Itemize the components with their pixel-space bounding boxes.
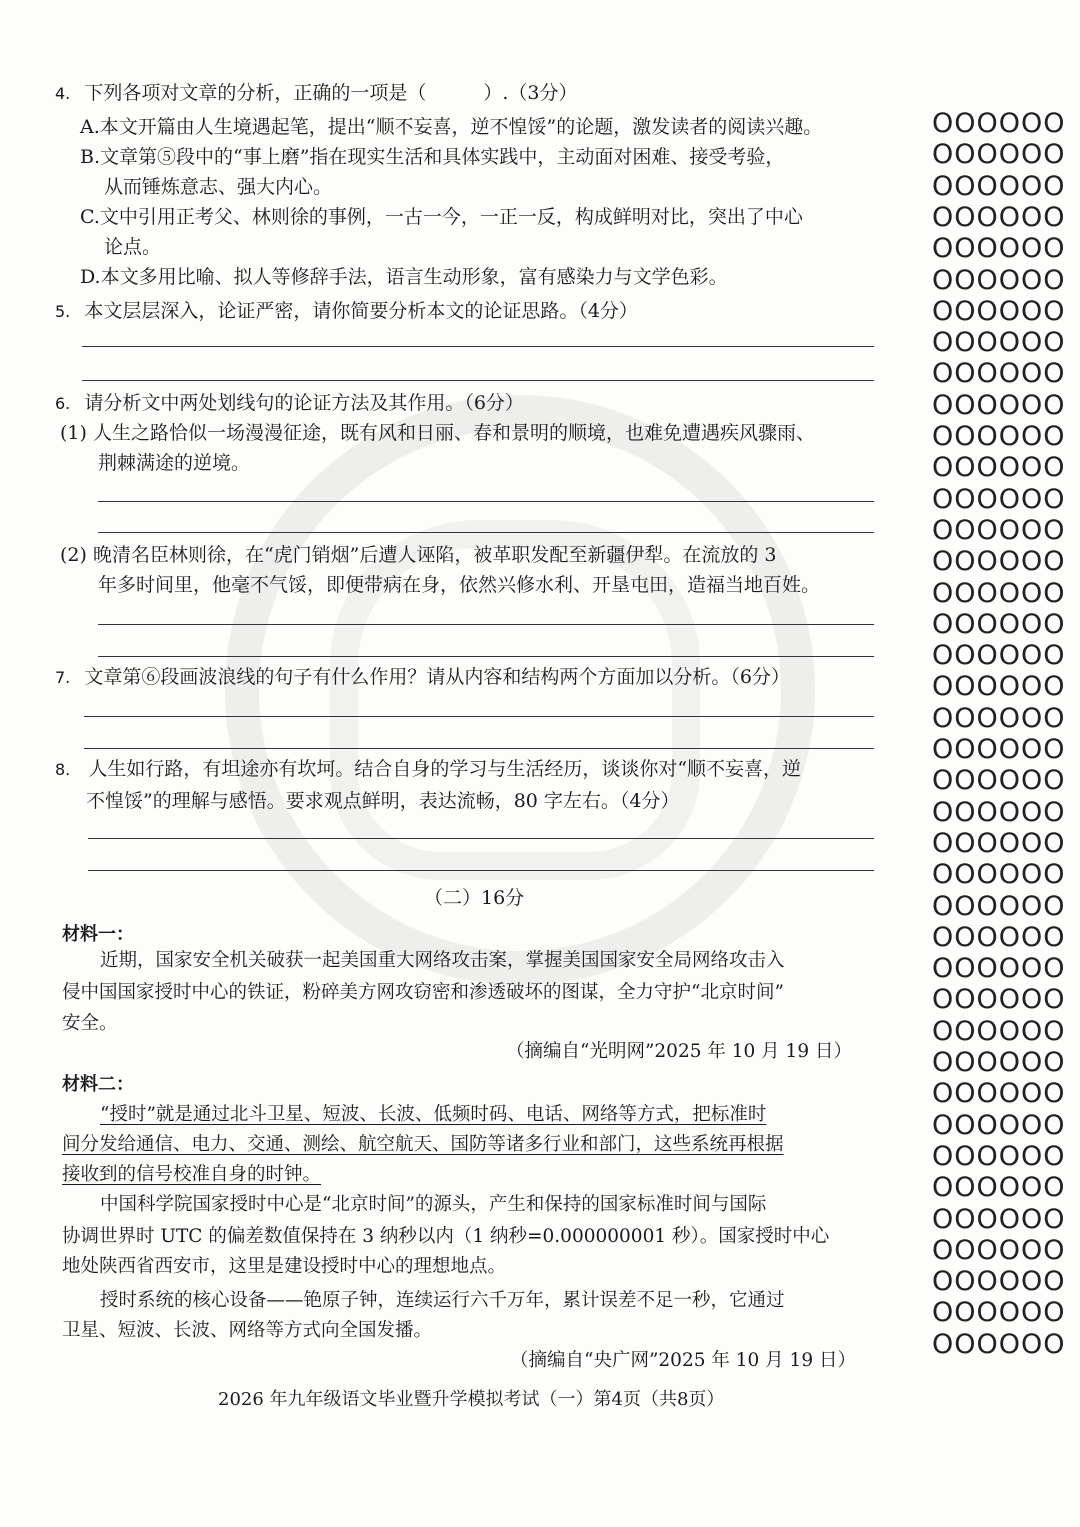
margin-circle-row: OOOOOO [932,577,1066,609]
margin-circle-row: OOOOOO [932,295,1066,327]
material-1-text: 侵中国国家授时中心的铁证，粉碎美方网攻窃密和渗透破坏的图谋，全力守护“北京时间” [62,982,784,1003]
question-8 [55,760,801,779]
question-4 [55,84,577,103]
margin-circle-row: OOOOOO [932,421,1066,452]
question-6 [55,394,524,413]
option-d: D.本文多用比喻、拟人等修辞手法，语言生动形象，富有感染力与文学色彩。 [80,266,728,288]
margin-circle-row: OOOOOO [932,139,1066,171]
margin-circle-row: OOOOOO [932,827,1066,859]
option-b-cont: 从而锤炼意志、强大内心。 [104,176,333,198]
question-number: 4. [55,84,71,103]
material-2-underlined: “授时”就是通过北斗卫星、短波、长波、低频时码、电话、网络等方式，把标准时 [100,1104,767,1125]
margin-circle-row: OOOOOO [932,1328,1066,1360]
margin-circle-row: OOOOOO [932,1015,1066,1047]
question-stem: 文章第⑥段画波浪线的句子有什么作用？请从内容和结构两个方面加以分析。（6分） [84,666,790,688]
margin-circle-row: OOOOOO [932,984,1066,1016]
material-2-underlined: 接收到的信号校准自身的时钟。 [62,1164,322,1185]
margin-circle-row: OOOOOO [932,483,1066,515]
material-2-text: 协调世界时 UTC 的偏差数值保持在 3 纳秒以内（1 纳秒=0.000000001 秒）。国家授时中心 [62,1226,830,1247]
margin-circle-row: OOOOOO [932,327,1066,359]
question-number: 8. [55,760,71,779]
material-1-text: 安全。 [62,1013,118,1034]
margin-circle-row: OOOOOO [932,671,1066,703]
answer-line[interactable] [98,501,874,502]
material-2-source: （摘编自“央广网”2025 年 10 月 19 日） [510,1350,856,1371]
question-number: 7. [55,668,71,687]
sub-question-1: (1) 人生之路恰似一场漫漫征途，既有风和日丽、春和景明的顺境，也难免遭遇疾风骤雨、 [60,422,815,444]
answer-line[interactable] [84,748,874,749]
margin-circle-row: OOOOOO [932,546,1066,578]
margin-circle-row: OOOOOO [932,640,1066,672]
margin-circle-row: OOOOOO [932,1078,1066,1110]
margin-circle-row: OOOOOO [932,702,1066,734]
option-c-cont: 论点。 [104,236,162,258]
question-8-cont: 不惶馁”的理解与感悟。要求观点鲜明，表达流畅，80 字左右。（4分） [86,790,680,812]
answer-line[interactable] [82,346,874,347]
margin-circle-row: OOOOOO [932,452,1066,484]
margin-circle-row: OOOOOO [932,796,1066,828]
question-number: 6. [55,394,71,413]
margin-circle-row: OOOOOO [932,608,1066,640]
option-c: C.文中引用正考父、林则徐的事例，一古一今，一正一反，构成鲜明对比，突出了中心 [80,206,803,228]
margin-circle-row: OOOOOO [932,1297,1066,1329]
margin-circle-row: OOOOOO [932,890,1066,922]
option-b: B.文章第⑤段中的“事上磨”指在现实生活和具体实践中，主动面对困难、接受考验， [80,146,785,168]
margin-circle-row: OOOOOO [932,108,1066,139]
question-stem: 本文层层深入，论证严密，请你简要分析本文的论证思路。（4分） [84,300,638,322]
margin-circle-row: OOOOOO [932,389,1066,421]
margin-circle-row: OOOOOO [932,1234,1066,1266]
margin-circle-row: OOOOOO [932,734,1066,765]
answer-line[interactable] [88,870,874,871]
material-2-text: 授时系统的核心设备——铯原子钟，连续运行六千万年，累计误差不足一秒，它通过 [100,1290,785,1311]
option-a: A.本文开篇由人生境遇起笔，提出“顺不妄喜，逆不惶馁”的论题，激发读者的阅读兴趣。 [80,116,823,138]
margin-circle-row: OOOOOO [932,233,1066,265]
sub-question-2: (2) 晚清名臣林则徐，在“虎门销烟”后遭人诬陷，被革职发配至新疆伊犁。在流放的 3 [60,544,777,566]
material-2-text: 地处陕西省西安市，这里是建设授时中心的理想地点。 [62,1256,507,1277]
margin-circle-row: OOOOOO [932,170,1066,202]
question-stem: 人生如行路，有坦途亦有坎坷。结合自身的学习与生活经历，谈谈你对“顺不妄喜，逆 [88,758,802,780]
material-2-label: 材料二： [62,1074,134,1095]
margin-circle-row: OOOOOO [932,201,1066,233]
answer-line[interactable] [98,624,874,625]
material-1-source: （摘编自“光明网”2025 年 10 月 19 日） [506,1041,852,1062]
margin-circle-row: OOOOOO [932,1140,1066,1172]
margin-circle-row: OOOOOO [932,1203,1066,1235]
margin-circle-row: OOOOOO [932,264,1066,296]
margin-circle-row: OOOOOO [932,1109,1066,1141]
margin-circle-row: OOOOOO [932,514,1066,546]
margin-circle-row: OOOOOO [932,1172,1066,1204]
section-title: （二）16分 [424,887,525,909]
question-7 [55,668,790,687]
material-2-underlined: 间分发给通信、电力、交通、测绘、航空航天、国防等诸多行业和部门，这些系统再根据 [62,1134,784,1155]
margin-circle-row: OOOOOO [932,859,1066,891]
question-stem: 请分析文中两处划线句的论证方法及其作用。（6分） [84,392,524,414]
margin-circle-row: OOOOOO [932,921,1066,953]
margin-circle-row: OOOOOO [932,1047,1066,1078]
answer-line[interactable] [98,532,874,533]
material-2-text: 中国科学院国家授时中心是“北京时间”的源头，产生和保持的国家标准时间与国际 [100,1194,767,1215]
answer-line[interactable] [98,656,874,657]
sub-question-1-cont: 荆棘满途的逆境。 [98,452,251,474]
question-5 [55,302,638,321]
question-number: 5. [55,302,71,321]
margin-circle-row: OOOOOO [932,765,1066,797]
material-1-label: 材料一： [62,924,134,945]
material-1-text: 近期，国家安全机关破获一起美国重大网络攻击案，掌握美国国家安全局网络攻击入 [100,950,785,971]
margin-circle-row: OOOOOO [932,358,1066,390]
answer-line[interactable] [82,380,874,381]
material-2-text: 卫星、短波、长波、网络等方式向全国发播。 [62,1320,433,1341]
margin-circle-row: OOOOOO [932,1266,1066,1298]
answer-line[interactable] [88,838,874,839]
answer-line[interactable] [84,716,874,717]
question-stem: 下列各项对文章的分析，正确的一项是（ ）.（3分） [84,82,578,104]
sub-question-2-cont: 年多时间里，他毫不气馁，即便带病在身，依然兴修水利、开垦屯田，造福当地百姓。 [98,574,821,596]
margin-circle-row: OOOOOO [932,953,1066,985]
page-footer: 2026 年九年级语文毕业暨升学模拟考试（一）第4页（共8页） [218,1389,725,1410]
